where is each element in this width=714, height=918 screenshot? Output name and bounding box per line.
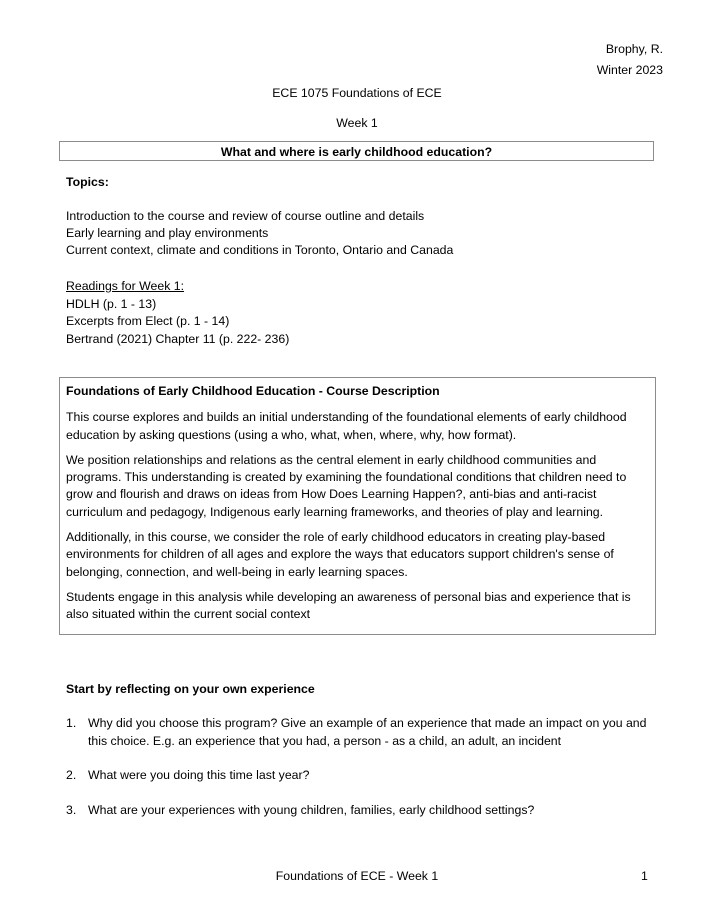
- question-item: [66, 802, 666, 820]
- author-block: [597, 39, 663, 81]
- question-text: What are your experiences with young children, families, early childhood settings?: [88, 803, 535, 817]
- topic-item: Introduction to the course and review of course outline and details: [66, 209, 425, 223]
- reading-item: Excerpts from Elect (p. 1 - 14): [66, 314, 230, 328]
- question-item: [66, 715, 666, 750]
- description-paragraph: We position relationships and relations as the central element in early childhood communities and programs. This understanding is created by examining the foundational conditions that children need to grow and flourish and draws on ideas from How Does Learning Happen?, anti-bias and anti-racist curriculum and pedagogy, Indigenous early learning frameworks, and theories of play and learning.: [66, 452, 627, 519]
- topic-item: Current context, climate and conditions in Toronto, Ontario and Canada: [66, 243, 454, 257]
- course-title: ECE 1075 Foundations of ECE: [272, 86, 442, 100]
- page-number: 1: [641, 869, 648, 883]
- question-text: Why did you choose this program? Give an example of an experience that made an impact on you and this choice. E.g. an experience that you had, a person - as a child, an adult, an incident: [88, 716, 647, 748]
- week-label: Week 1: [336, 116, 378, 130]
- footer-text: Foundations of ECE - Week 1: [275, 869, 439, 883]
- question-number: 1.: [66, 716, 77, 730]
- author-name: Brophy, R.: [605, 42, 663, 56]
- description-paragraph: Additionally, in this course, we consider the role of early childhood educators in creating play-based environments for children of all ages and explore the ways that educators support children's sense of belonging, connection, and well-being in early learning spaces.: [66, 530, 614, 579]
- title-box: What and where is early childhood education?: [59, 141, 654, 161]
- term: Winter 2023: [596, 63, 663, 77]
- question-number: 2.: [66, 768, 77, 782]
- question-text: What were you doing this time last year?: [88, 768, 310, 782]
- topic-item: Early learning and play environments: [66, 226, 269, 240]
- reading-item: HDLH (p. 1 - 13): [66, 296, 157, 311]
- topics-heading: Topics:: [66, 175, 109, 189]
- reflection-heading: Start by reflecting on your own experience: [66, 682, 315, 696]
- question-number: 3.: [66, 803, 77, 817]
- reading-item: Bertrand (2021) Chapter 11 (p. 222- 236): [66, 331, 290, 346]
- description-paragraph: This course explores and builds an initial understanding of the foundational elements of early childhood education by asking questions (using a who, what, when, where, why, how format).: [66, 410, 627, 442]
- readings-heading: Readings for Week 1:: [66, 279, 185, 293]
- description-paragraph: Students engage in this analysis while developing an awareness of personal bias and experience that is also situated within the current social context: [66, 589, 631, 622]
- description-title: Foundations of Early Childhood Education - Course Description: [66, 384, 440, 398]
- readings-block: [66, 278, 289, 348]
- question-item: [66, 767, 666, 785]
- course-description-box: [59, 377, 656, 635]
